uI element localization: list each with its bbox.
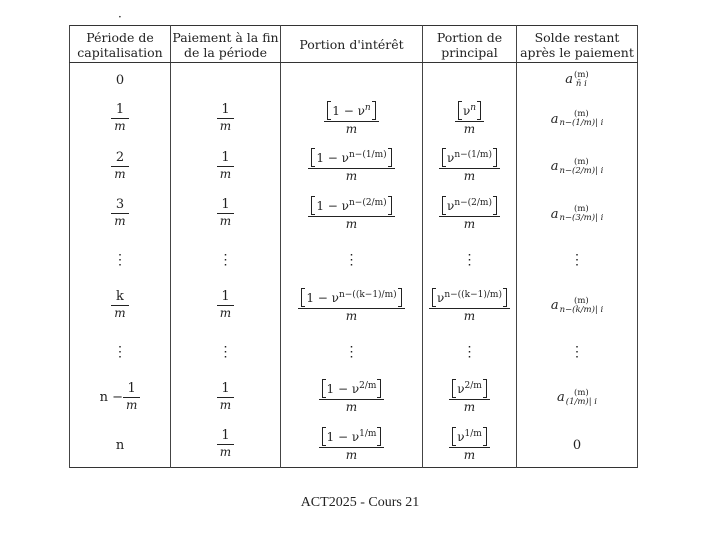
cell-payment: $\frac{1}{m}$ — [171, 420, 281, 468]
cell-principal: $\frac{\nu^{n-(2/m)}}{m}$ — [423, 189, 517, 236]
cell-payment: $\frac{1}{m}$ — [171, 189, 281, 236]
table-row — [70, 94, 638, 141]
table-row — [70, 373, 638, 420]
cell-principal: $\frac{\nu^{n-((k-1)/m)}}{m}$ — [423, 281, 517, 328]
cell-interest: $\frac{1 - \nu^{1/m}}{m}$ — [281, 420, 423, 468]
cell-interest: $\frac{1 - \nu^{2/m}}{m}$ — [281, 373, 423, 420]
table-header-row — [70, 26, 638, 63]
table-row — [70, 142, 638, 189]
cell-interest: ⋮ — [281, 237, 423, 281]
cell-period: $\frac{2}{m}$ — [70, 142, 171, 189]
header-interest: Portion d'intérêt — [281, 26, 423, 63]
table-row — [70, 420, 638, 468]
cell-period: n — [70, 420, 171, 468]
cell-interest: $\frac{1 - \nu^{n-(2/m)}}{m}$ — [281, 189, 423, 236]
cell-balance: a (m) n−(3/m)| i — [517, 189, 638, 236]
cell-balance: a (m) (1/m)| i — [517, 373, 638, 420]
cell-principal — [423, 63, 517, 95]
header-period: Période de capitalisation — [70, 26, 171, 63]
cell-period: $\frac{3}{m}$ — [70, 189, 171, 236]
cell-balance: ⋮ — [517, 237, 638, 281]
header-principal: Portion de principal — [423, 26, 517, 63]
cell-period: $\frac{1}{m}$ — [70, 94, 171, 141]
cell-interest: ⋮ — [281, 328, 423, 372]
table-row — [70, 328, 638, 372]
cell-payment: $\frac{1}{m}$ — [171, 94, 281, 141]
footer-caption: ACT2025 - Cours 21 — [300, 495, 420, 510]
cell-interest: $\frac{1 - \nu^{n-(1/m)}}{m}$ — [281, 142, 423, 189]
cell-payment: ⋮ — [171, 328, 281, 372]
table-row — [70, 189, 638, 236]
cell-payment: $\frac{1}{m}$ — [171, 281, 281, 328]
cell-balance: a (m) n̄ i — [517, 63, 638, 95]
cell-balance: ⋮ — [517, 328, 638, 372]
table-row — [70, 237, 638, 281]
cell-balance: a (m) n−(k/m)| i — [517, 281, 638, 328]
cell-principal: $\frac{\nu^{n-(1/m)}}{m}$ — [423, 142, 517, 189]
table-body — [70, 63, 638, 468]
table-row — [70, 281, 638, 328]
amortization-table — [69, 25, 638, 468]
cell-interest: $\frac{1 - \nu^{n-((k-1)/m)}}{m}$ — [281, 281, 423, 328]
header-payment: Paiement à la fin de la période — [171, 26, 281, 63]
cell-payment: $\frac{1}{m}$ — [171, 373, 281, 420]
cell-principal: $\frac{\nu^{2/m}}{m}$ — [423, 373, 517, 420]
cell-principal: $\frac{\nu^{1/m}}{m}$ — [423, 420, 517, 468]
page-mark: · — [118, 10, 122, 24]
cell-balance: a (m) n−(2/m)| i — [517, 142, 638, 189]
table-row — [70, 63, 638, 95]
cell-interest: $\frac{1 - \nu^n}{m}$ — [281, 94, 423, 141]
cell-period: ⋮ — [70, 237, 171, 281]
cell-principal: $\frac{\nu^n}{m}$ — [423, 94, 517, 141]
cell-principal: ⋮ — [423, 237, 517, 281]
cell-principal: ⋮ — [423, 328, 517, 372]
cell-payment: ⋮ — [171, 237, 281, 281]
cell-period: 0 — [70, 63, 171, 95]
cell-period: $\frac{k}{m}$ — [70, 281, 171, 328]
cell-balance: a (m) n−(1/m)| i — [517, 94, 638, 141]
cell-period: ⋮ — [70, 328, 171, 372]
cell-payment: $\frac{1}{m}$ — [171, 142, 281, 189]
cell-balance: 0 — [517, 420, 638, 468]
cell-interest — [281, 63, 423, 95]
cell-period: n − $\frac{1}{m}$ — [70, 373, 171, 420]
header-balance: Solde restant après le paiement — [517, 26, 638, 63]
cell-payment — [171, 63, 281, 95]
